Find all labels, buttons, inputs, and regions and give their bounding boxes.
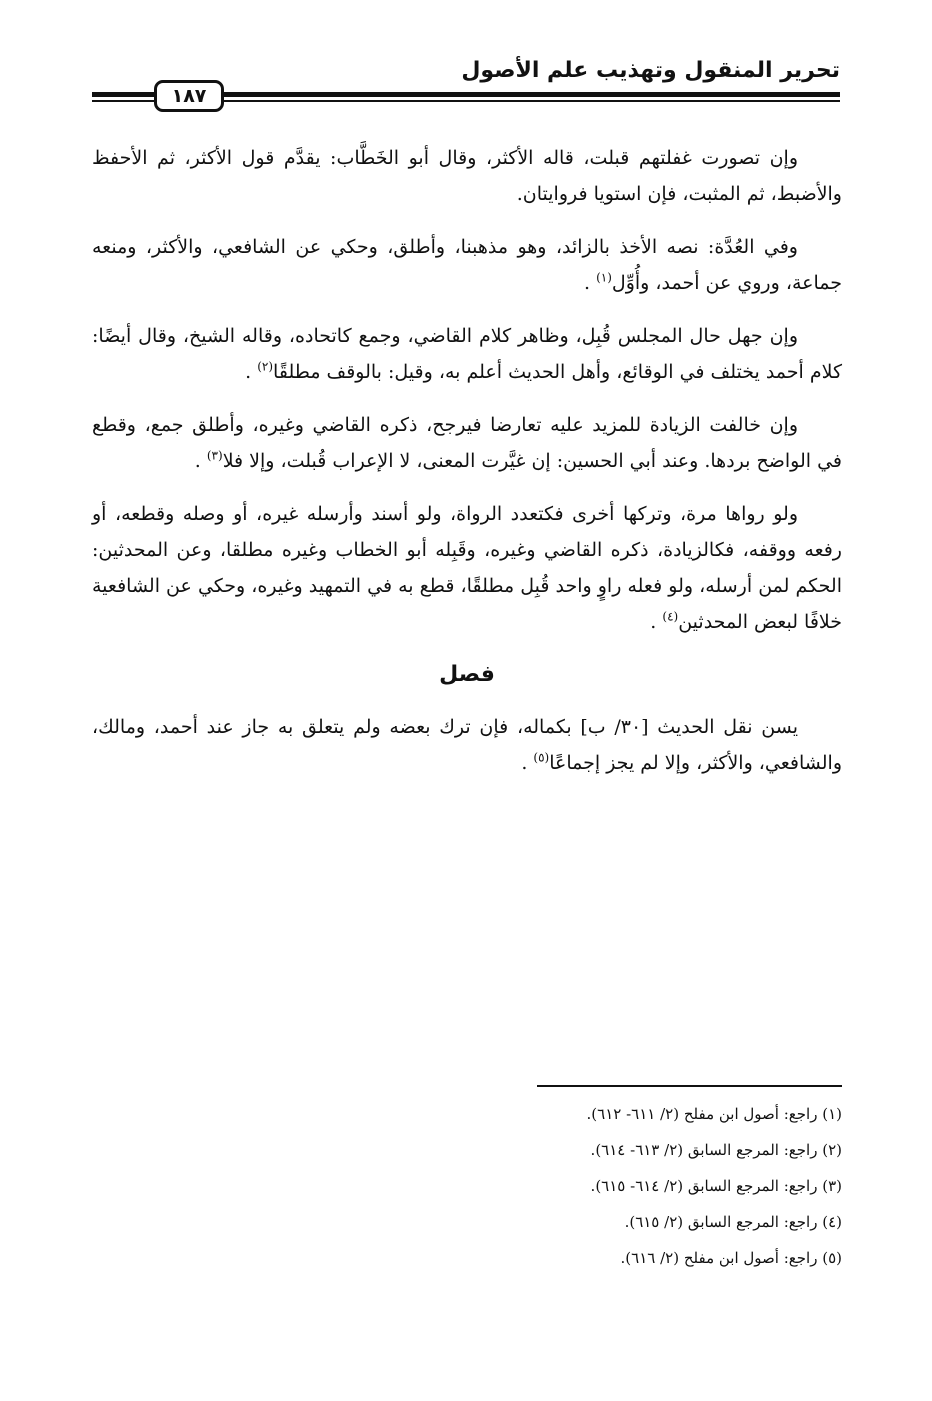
footnote: (١) راجع: أصول ابن مفلح (٢/ ٦١١- ٦١٢).: [586, 1105, 842, 1123]
footnote-separator: [537, 1085, 842, 1087]
paragraph-text: وإن تصورت غفلتهم قبلت، قاله الأكثر، وقال أبو الخَطَّاب: يقدَّم قول الأكثر، ثم الأحفظ والأضبط، ثم المثبت، فإن استويا فروايتان.: [92, 147, 842, 205]
paragraph: وإن خالفت الزيادة للمزيد عليه تعارضا فيرجح، ذكره القاضي وغيره، وأطلق جمع، وقطع في الواضح بردها. وعند أبي الحسين: إن غيَّرت المعنى، لا الإعراب قُبلت، وإلا فلا$^{(٣)}$ .: [92, 414, 842, 472]
footnote: (٣) راجع: المرجع السابق (٢/ ٦١٤- ٦١٥).: [590, 1177, 842, 1195]
paragraph: ولو رواها مرة، وتركها أخرى فكتعدد الرواة، ولو أسند وأرسله غيره، أو وصله وقطعه، أو رفعه ووقفه، فكالزيادة، ذكره القاضي وغيره، وقَبِله أبو الخطاب وغيره مطلقا، وعن المحدثين: الحكم لمن أرسله، ولو فعله راوٍ واحد قُبِل مطلقًا، قطع به في التمهيد وغيره، وحكي عن الشافعية خلافًا لبعض المحدثين$^{(٤)}$ .: [92, 503, 842, 633]
paragraph: وإن جهل حال المجلس قُبِل، وظاهر كلام القاضي، وجمع كاتحاده، وقاله الشيخ، وقال أيضًا: كلام أحمد يختلف في الوقائع، وأهل الحديث أعلم به، وقيل: بالوقف مطلقًا$^{(٢)}$ .: [92, 325, 842, 383]
footnote-ref: (٥): [533, 750, 550, 765]
footnote: (٤) راجع: المرجع السابق (٢/ ٦١٥).: [624, 1213, 842, 1231]
running-header: [92, 56, 840, 116]
section-heading: فصل: [439, 662, 495, 687]
paragraph-text: ولو رواها مرة، وتركها أخرى فكتعدد الرواة، ولو أسند وأرسله غيره، أو وصله وقطعه، أو رفعه ووقفه، فكالزيادة، ذكره القاضي وغيره، وقَبِله أبو الخطاب وغيره مطلقا، وعن المحدثين: الحكم لمن أرسله، ولو فعله راوٍ واحد قُبِل مطلقًا، قطع به في التمهيد وغيره، وحكي عن الشافعية خلافًا لبعض المحدثين: [92, 503, 842, 633]
footnote-ref: (٢): [257, 359, 274, 374]
footnote: (٢) راجع: المرجع السابق (٢/ ٦١٣- ٦١٤).: [590, 1141, 842, 1159]
footnote-ref: (١): [596, 270, 612, 285]
footnote-ref: (٣): [206, 448, 223, 463]
body-text: [92, 140, 842, 798]
footnote: (٥) راجع: أصول ابن مفلح (٢/ ٦١٦).: [620, 1249, 842, 1267]
paragraph-text: وإن خالفت الزيادة للمزيد عليه تعارضا فيرجح، ذكره القاضي وغيره، وأطلق جمع، وقطع في الواضح بردها. وعند أبي الحسين: إن غيَّرت المعنى، لا الإعراب قُبلت، وإلا فلا: [92, 414, 842, 472]
page-number: ١٨٧: [154, 80, 224, 112]
paragraph-text: وفي العُدَّة: نصه الأخذ بالزائد، وهو مذهبنا، وأطلق، وحكي عن الشافعي، والأكثر، ومنعه جماعة، وروي عن أحمد، وأُوِّل: [92, 236, 842, 294]
paragraph: يسن نقل الحديث [٣٠/ ب] بكماله، فإن ترك بعضه ولم يتعلق به جاز عند أحمد، ومالك، والشافعي، والأكثر، وإلا لم يجز إجماعًا$^{(٥)}$ .: [92, 716, 842, 774]
paragraph-text: يسن نقل الحديث [٣٠/ ب] بكماله، فإن ترك بعضه ولم يتعلق به جاز عند أحمد، ومالك، والشافعي، والأكثر، وإلا لم يجز إجماعًا: [92, 716, 842, 774]
footnote-ref: (٤): [662, 609, 679, 624]
paragraph-text: وإن جهل حال المجلس قُبِل، وظاهر كلام القاضي، وجمع كاتحاده، وقاله الشيخ، وقال أيضًا: كلام أحمد يختلف في الوقائع، وأهل الحديث أعلم به، وقيل: بالوقف مطلقًا: [92, 325, 842, 383]
paragraph: وفي العُدَّة: نصه الأخذ بالزائد، وهو مذهبنا، وأطلق، وحكي عن الشافعي، والأكثر، ومنعه جماعة، وروي عن أحمد، وأُوِّل$^{(١)}$ .: [92, 236, 842, 294]
footnotes-list: [92, 1096, 842, 1276]
paragraph: [92, 140, 842, 212]
book-title: تحرير المنقول وتهذيب علم الأصول: [461, 58, 840, 83]
